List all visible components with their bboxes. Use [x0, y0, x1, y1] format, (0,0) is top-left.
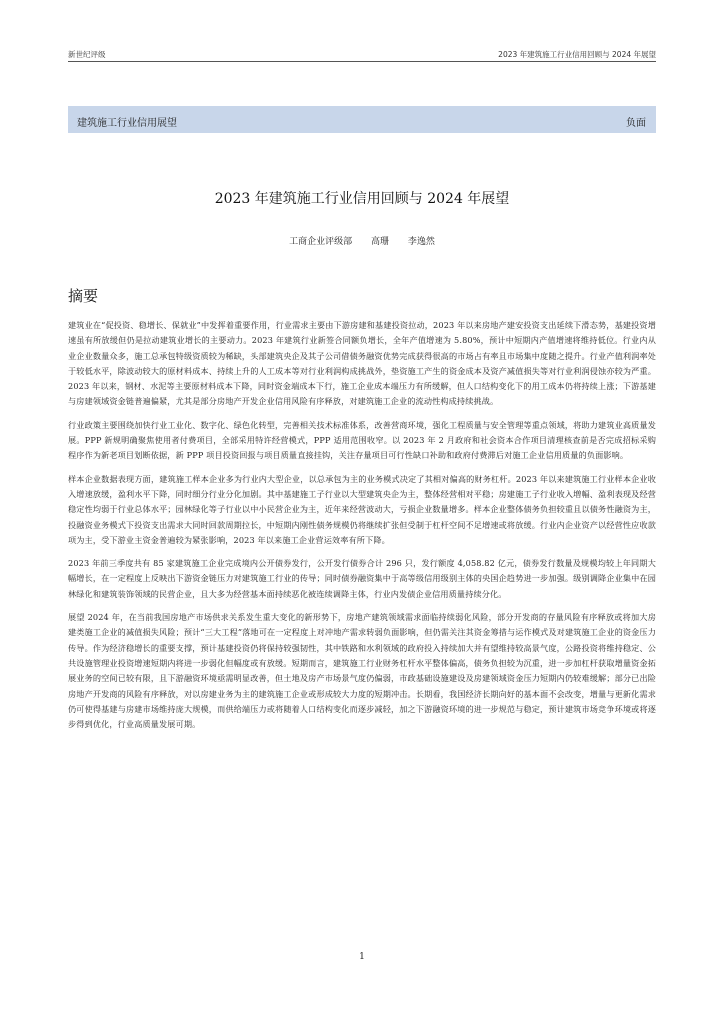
- header-divider: [68, 61, 656, 62]
- header-report-title: 2023 年建筑施工行业信用回顾与 2024 年展望: [498, 50, 656, 59]
- outlook-banner: [68, 106, 656, 133]
- page-number: 1: [359, 952, 365, 962]
- author-name-2: 李逸然: [407, 237, 435, 247]
- outlook-rating-badge: 负面: [626, 118, 646, 129]
- author-department: 工商企业评级部: [289, 237, 353, 247]
- abstract-heading: 摘要: [68, 287, 99, 305]
- author-line: [0, 234, 724, 247]
- abstract-paragraph: 展望 2024 年，在当前我国房地产市场供求关系发生重大变化的新形势下，房地产建筑领域需求面临持续弱化风险，部分开发商的存量风险有序释放或将加大房建类施工企业的减值损失风险；预计“三大工程”落地可在一定程度上对冲地产需求转弱负面影响，但仍需关注其资金筹措与运作模式及对建筑施工企业的资金压力传导。作为经济稳增长的重要支撑，预计基建投资仍将保持较强韧性，其中铁路和水利领域的政府投入持续加大并有望维持较高景气度，公路投资将维持稳定、公共设施管理业投资增速短期内将进一步弱化但幅度或有放缓。短期而言，建筑施工行业财务杠杆水平整体偏高，债务负担较为沉重，进一步加杠杆获取增量资金拓展业务的空间已较有限，且下游融资环境亟需明显改善，但土地及房产市场景气度仍偏弱，市政基础设施建设及房建领域资金压力短期内仍较难缓解；部分已出险房地产开发商的风险有序释放，对以房建业务为主的建筑施工企业或形成较大力度的短期冲击。长期看，我国经济长期向好的基本面不会改变，增量与更新化需求仍可使得基建与房建市场维持庞大规模，而供给端压力或将随着人口结构变化而逐步减轻，加之下游融资环境的进一步规范与稳定，预计建筑市场竞争环境或将逐步得到优化，行业高质量发展可期。: [68, 612, 656, 730]
- abstract-paragraph: 行业政策主要围绕加快行业工业化、数字化、绿色化转型，完善相关技术标准体系，改善营商环境，强化工程质量与安全管理等重点领域，将助力建筑业高质量发展。PPP 新规明确聚焦使用者付费项目，全部采用特许经营模式，PPP 适用范围收窄。以 2023 年 2 月政府和社会资本合作项目清理核查前是否完成招标采购程序作为新老项目划断依据，新 PPP 项目投资回报与项目质量直接挂钩，关注存量项目可行性缺口补助和政府付费滞后对施工企业信用质量的负面影响。: [68, 419, 656, 461]
- author-name-1: 高珊: [370, 237, 389, 247]
- abstract-paragraph: 样本企业数据表现方面，建筑施工样本企业多为行业内大型企业，以总承包为主的业务模式决定了其相对偏高的财务杠杆。2023 年以来建筑施工行业样本企业收入增速放缓，盈利水平下降，同时细分行业分化加剧。其中基建施工子行业以大型建筑央企为主，整体经营相对平稳；房建施工子行业收入増幅、盈利表现及经营稳定性均弱于行业总体水平；园林绿化等子行业以中小民营企业为主，近年来经营波动大，亏损企业数量增多。样本企业整体债务负担较重且以债务性融资为主，投融资业务模式下投资支出需求大同时回款周期拉长，中短期内刚性债务规模仍将继续扩张但受制于杠杆空间不足增速或将放缓。行业内企业资产以经营性应收款项为主，受下游业主资金普遍较为紧张影响，2023 年以来施工企业营运效率有所下降。: [68, 473, 656, 545]
- running-header: [68, 49, 656, 61]
- banner-label: 建筑施工行业信用展望: [77, 118, 177, 129]
- page-title: 2023 年建筑施工行业信用回顾与 2024 年展望: [214, 191, 510, 207]
- header-brand: 新世纪评级: [68, 50, 106, 59]
- abstract-body: [68, 318, 656, 740]
- abstract-paragraph: 2023 年前三季度共有 85 家建筑施工企业完成境内公开债券发行，公开发行债券合计 296 只，发行额度 4,058.82 亿元，债券发行数量及规模均较上年同期大幅增长，在一定程度上反映出下游资金链压力对建筑施工行业的传导；同时债券融资集中于高等级信用级别主体的央国企趋势进一步加强。级别调降企业集中在园林绿化和建筑装饰领域的民营企业，且大多为经营基本面持续恶化被连续调降主体，行业内发债企业信用质量持续分化。: [68, 558, 656, 599]
- abstract-paragraph: 建筑业在“促投资、稳增长、保就业”中发挥着重要作用，行业需求主要由下游房建和基建投资拉动，2023 年以来房地产建安投资支出延续下滑态势，基建投资增速虽有所放缓但仍是拉动建筑业增长的主要动力。2023 年建筑行业新签合同额负增长，全年产值增速为 5.80%，预计中短期内产值增速将维持低位。行业内从业企业数量众多，施工总承包特级资质较为稀缺，头部建筑央企及其子公司借债务融资优势完成获得很高的市场占有率且市场集中度随之提升。行业产值利润率处于较低水平，除波动较大的原材料成本、持续上升的人工成本等对行业利润构成挑战外，垫资施工产生的资金成本及资产减值损失等对行业利润侵蚀亦较为严重。2023 年以来，钢材、水泥等主要原材料成本下降，同时资金端成本下行，施工企业成本端压力有所缓解，但人口结构变化下的用工成本仍将持续上涨；下游基建与房建领域资金链普遍偏紧，尤其是部分房地产开发企业信用风险有序释放，对建筑施工企业的流动性构成持续挑战。: [68, 320, 656, 407]
